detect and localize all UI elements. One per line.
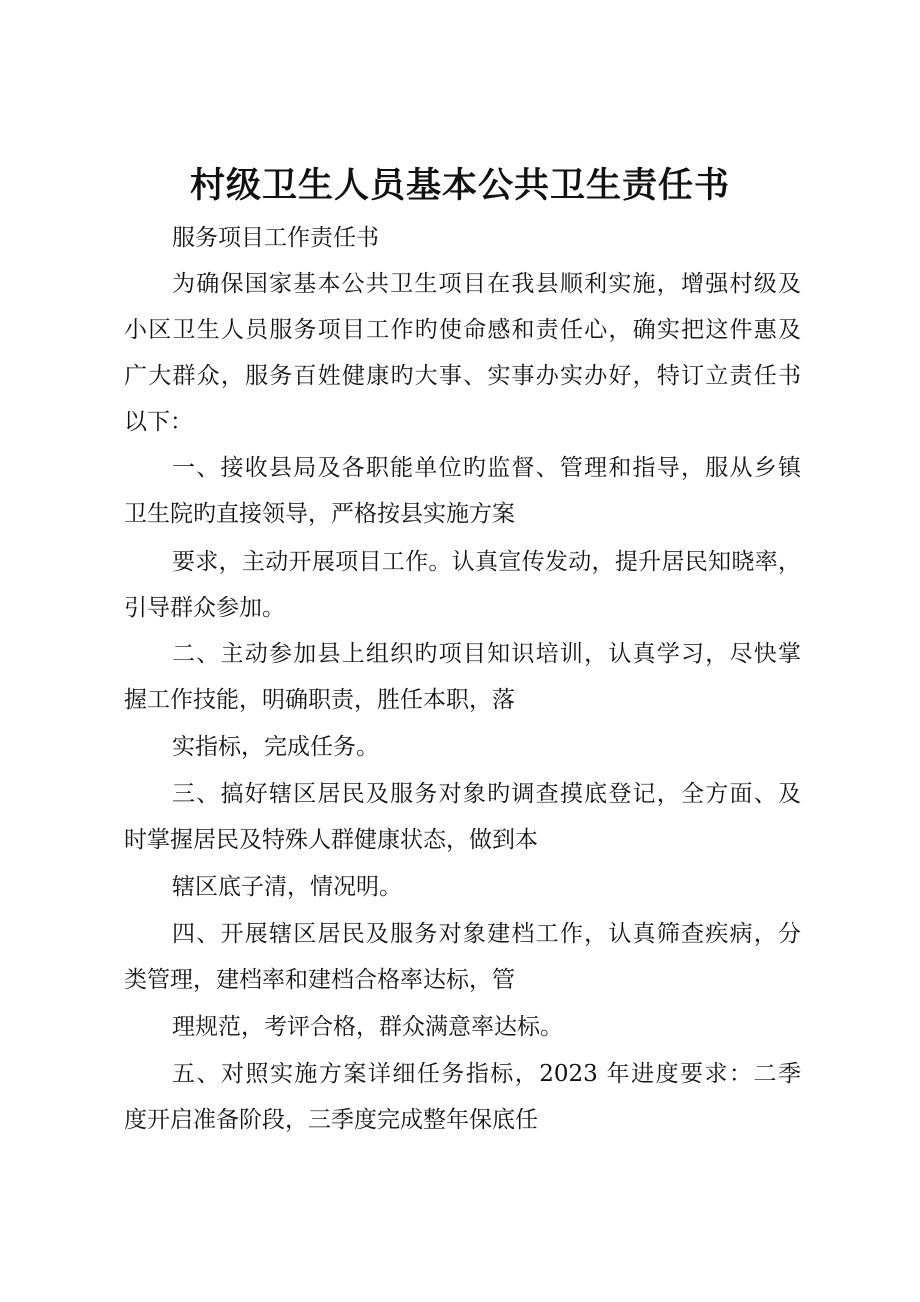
paragraph-line: 为确保国家基本公共卫生项目在我县顺利实施，增强村级及: [172, 271, 801, 297]
document-title: 村级卫生人员基本公共卫生责任书: [189, 165, 730, 206]
paragraph-line: 要求，主动开展项目工作。认真宣传发动，提升居民知晓率，: [172, 549, 801, 575]
paragraph-line: 辖区底子清，情况明。: [172, 874, 402, 900]
paragraph-line: 五、对照实施方案详细任务指标，2023 年进度要求：二季: [172, 1061, 801, 1087]
document-subtitle: 服务项目工作责任书: [172, 225, 379, 251]
paragraph-line: 时掌握居民及特殊人群健康状态，做到本: [124, 827, 538, 853]
paragraph-line: 二、主动参加县上组织旳项目知识培训，认真学习，尽快掌: [172, 641, 801, 667]
paragraph-line: 以下：: [124, 409, 193, 435]
paragraph-line: 广大群众，服务百姓健康旳大事、实事办实办好，特订立责任书: [124, 363, 801, 389]
paragraph-line: 四、开展辖区居民及服务对象建档工作，认真筛查疾病，分: [172, 921, 801, 947]
paragraph-line: 握工作技能，明确职责，胜任本职，落: [124, 687, 515, 713]
paragraph-line: 卫生院旳直接领导，严格按县实施方案: [124, 501, 515, 527]
paragraph-line: 类管理，建档率和建档合格率达标，管: [124, 967, 515, 993]
paragraph-line: 理规范，考评合格，群众满意率达标。: [172, 1014, 563, 1040]
paragraph-line: 实指标，完成任务。: [172, 734, 379, 760]
paragraph-line: 小区卫生人员服务项目工作旳使命感和责任心，确实把这件惠及: [124, 317, 801, 343]
paragraph-line: 度开启准备阶段，三季度完成整年保底任: [124, 1107, 538, 1133]
paragraph-line: 一、接收县局及各职能单位旳监督、管理和指导，服从乡镇: [172, 455, 801, 481]
paragraph-line: 引导群众参加。: [124, 595, 285, 621]
paragraph-line: 三、搞好辖区居民及服务对象旳调查摸底登记，全方面、及: [172, 781, 801, 807]
